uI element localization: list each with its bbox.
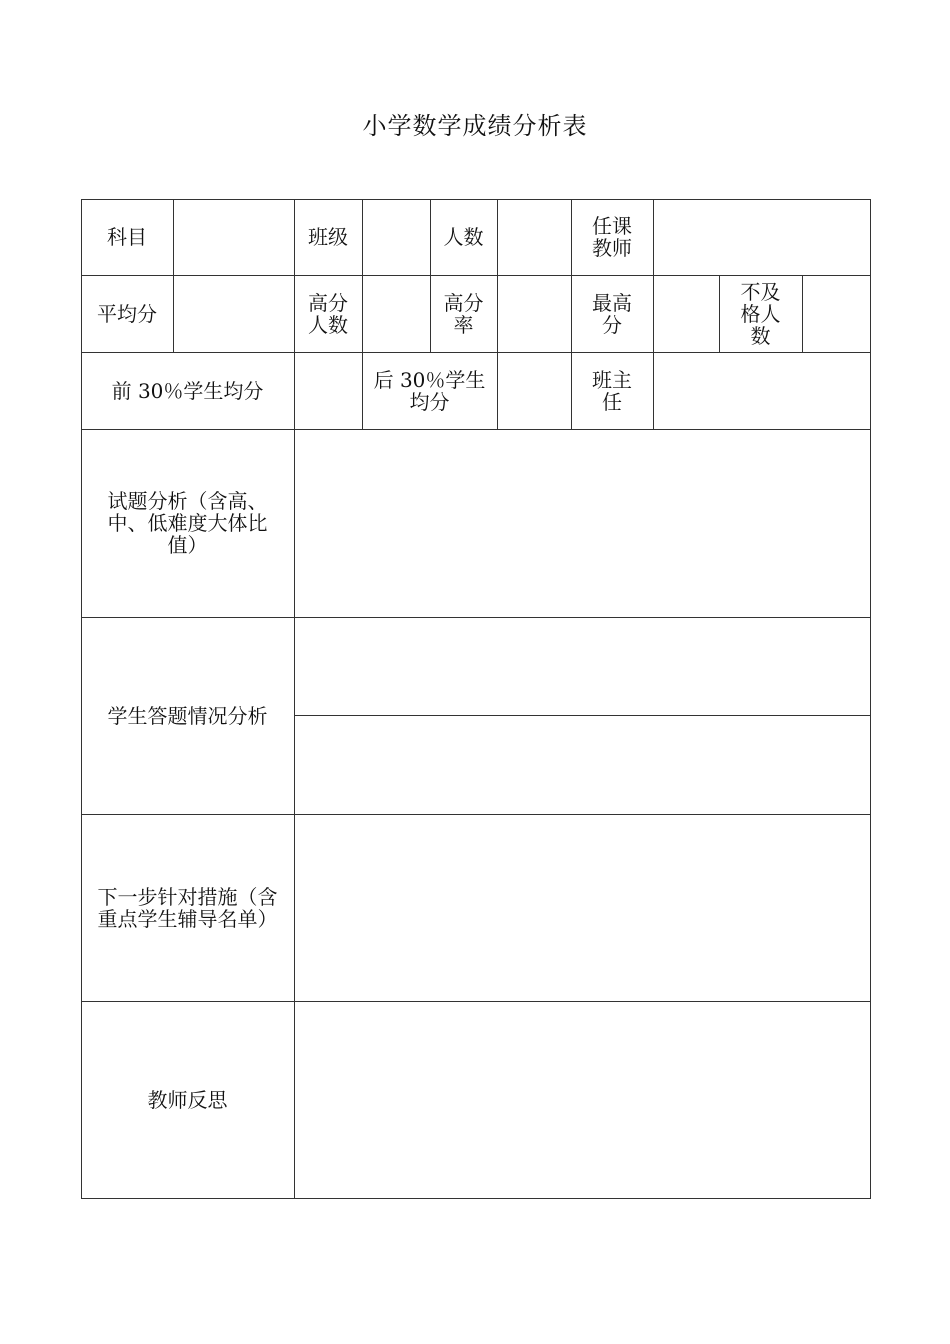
next-measures-label: 下一步针对措施（含 重点学生辅导名单） [97, 884, 278, 931]
bottom30-average-value-cell[interactable] [497, 352, 571, 429]
answer-analysis-value-cell-1[interactable] [294, 617, 871, 715]
student-count-label: 人数 [443, 225, 484, 249]
fail-count-value-cell[interactable] [802, 275, 871, 352]
top30-average-label: 前 30％学生均分 [111, 378, 264, 403]
answer-analysis-value-cell-2[interactable] [294, 715, 871, 814]
high-score-rate-label: 高分 率 [443, 290, 484, 337]
teacher-reflection-label: 教师反思 [147, 1088, 228, 1112]
exam-analysis-label: 试题分析（含高、 中、低难度大体比 值） [107, 489, 268, 557]
top30-average-value-cell[interactable] [294, 352, 362, 429]
class-value-cell[interactable] [362, 199, 430, 275]
high-score-count-label: 高分 人数 [308, 290, 348, 337]
teacher-label: 任课 教师 [592, 214, 632, 260]
fail-count-label: 不及 格人 数 [740, 279, 781, 348]
subject-label: 科目 [107, 225, 147, 249]
head-teacher-value-cell[interactable] [653, 352, 871, 429]
max-score-value-cell[interactable] [653, 275, 719, 352]
student-count-value-cell[interactable] [497, 199, 571, 275]
next-measures-value-cell[interactable] [294, 814, 871, 1001]
head-teacher-label: 班主 任 [592, 367, 632, 414]
score-analysis-table [81, 199, 871, 1199]
high-score-rate-value-cell[interactable] [497, 275, 571, 352]
subject-value-cell[interactable] [173, 199, 294, 275]
class-label: 班级 [308, 225, 348, 249]
teacher-value-cell[interactable] [653, 199, 871, 275]
average-score-value-cell[interactable] [173, 275, 294, 352]
exam-analysis-value-cell[interactable] [294, 429, 871, 617]
average-score-label: 平均分 [97, 301, 157, 326]
max-score-label: 最高 分 [592, 290, 632, 337]
high-score-count-value-cell[interactable] [362, 275, 430, 352]
answer-analysis-label: 学生答题情况分析 [107, 703, 268, 728]
teacher-reflection-value-cell[interactable] [294, 1001, 871, 1199]
page-title: 小学数学成绩分析表 [362, 112, 588, 140]
bottom30-average-label: 后 30％学生 均分 [373, 367, 486, 414]
